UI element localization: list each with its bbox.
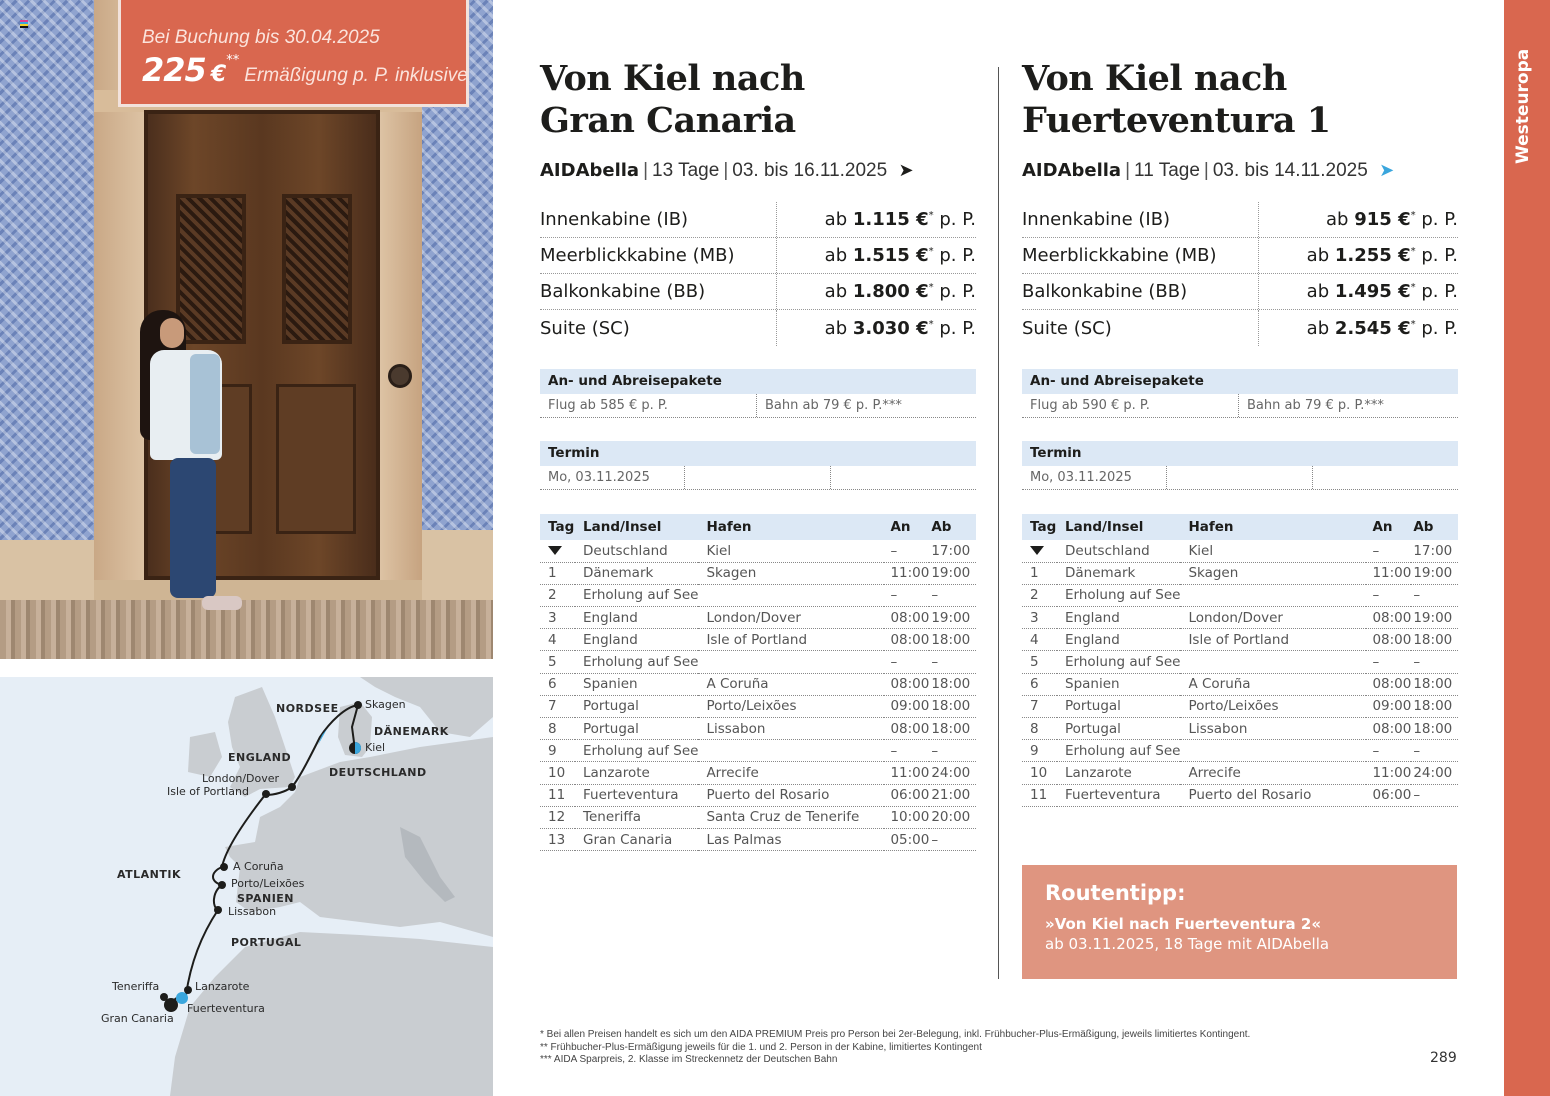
- arrival-cell: –: [1366, 651, 1411, 673]
- flight-package: Flug ab 590 € p. P.: [1022, 394, 1239, 417]
- cruise-dates: 03. bis 16.11.2025: [732, 160, 888, 181]
- termin-empty: [1313, 466, 1458, 489]
- section-tab: [1504, 0, 1550, 1096]
- termin-box: [540, 441, 976, 490]
- arrow-right-icon: ➤: [898, 160, 914, 180]
- itinerary-row: [1022, 584, 1458, 606]
- arrival-cell: 08:00: [884, 629, 929, 651]
- footnote-2: ** Frühbucher-Plus-Ermäßigung jeweils für die 1. und 2. Person in der Kabine, limitiertes Kontingent: [540, 1041, 982, 1053]
- itinerary-row: [540, 629, 976, 651]
- itinerary-row: [540, 740, 976, 762]
- departure-cell: 18:00: [929, 718, 976, 740]
- cabin-price: ab 1.115 €* p. P.: [824, 209, 976, 230]
- map-label-grancanaria: Gran Canaria: [101, 1012, 174, 1025]
- arrival-cell: 09:00: [884, 695, 929, 717]
- arrival-cell: 11:00: [884, 562, 929, 584]
- departure-cell: 24:00: [1411, 762, 1458, 784]
- map-label-teneriffa: Teneriffa: [112, 980, 160, 993]
- arrival-cell: 11:00: [884, 762, 929, 784]
- country-cell: Erholung auf See: [575, 584, 698, 606]
- jeans: [170, 458, 216, 598]
- map-label-daenemark: DÄNEMARK: [374, 725, 449, 738]
- map-label-portland: Isle of Portland: [167, 785, 249, 798]
- country-cell: Erholung auf See: [1057, 740, 1180, 762]
- termin-date: Mo, 03.11.2025: [540, 466, 685, 489]
- cabin-price: ab 1.515 €* p. P.: [824, 245, 976, 266]
- departure-cell: 19:00: [929, 607, 976, 629]
- arrival-cell: 08:00: [884, 718, 929, 740]
- col-an: An: [1366, 514, 1411, 540]
- port-cell: Las Palmas: [698, 828, 884, 850]
- departure-cell: 21:00: [929, 784, 976, 806]
- country-cell: Dänemark: [1057, 562, 1180, 584]
- cabin-price: ab 1.495 €* p. P.: [1306, 281, 1458, 302]
- col-ab: Ab: [929, 514, 976, 540]
- day-cell: [1022, 540, 1057, 562]
- cruise-days: 13 Tage: [652, 160, 720, 181]
- arrival-cell: –: [884, 651, 929, 673]
- departure-cell: 17:00: [929, 540, 976, 562]
- arrival-cell: 06:00: [884, 784, 929, 806]
- col-hafen: Hafen: [1180, 514, 1366, 540]
- ship-name: AIDAbella: [540, 160, 640, 181]
- termin-heading: Termin: [540, 441, 976, 466]
- country-cell: Fuerteventura: [1057, 784, 1180, 806]
- cabin-price: ab 915 €* p. P.: [1326, 209, 1458, 230]
- shoes: [202, 596, 242, 610]
- country-cell: Deutschland: [1057, 540, 1180, 562]
- price-row: [540, 238, 976, 274]
- price-row: [540, 202, 976, 238]
- col-land: Land/Insel: [575, 514, 698, 540]
- country-cell: Lanzarote: [575, 762, 698, 784]
- arrival-cell: 11:00: [1366, 762, 1411, 784]
- port-cell: Isle of Portland: [698, 629, 884, 651]
- day-cell: 11: [1022, 784, 1057, 806]
- country-cell: Spanien: [575, 673, 698, 695]
- itinerary-row: [1022, 784, 1458, 806]
- map-label-england: ENGLAND: [228, 751, 292, 764]
- departure-cell: –: [929, 828, 976, 850]
- cabin-type: Suite (SC): [1022, 310, 1259, 346]
- itinerary-row: [1022, 607, 1458, 629]
- port-cell: Puerto del Rosario: [698, 784, 884, 806]
- departure-cell: 18:00: [1411, 695, 1458, 717]
- port-cell: London/Dover: [1180, 607, 1366, 629]
- departure-cell: 18:00: [929, 629, 976, 651]
- country-cell: England: [575, 629, 698, 651]
- departure-cell: –: [929, 651, 976, 673]
- promo-footnote-mark: **: [226, 53, 240, 68]
- itinerary-row: [540, 762, 976, 784]
- title-line-1: Von Kiel nach: [540, 58, 805, 99]
- promo-badge: [118, 0, 469, 107]
- col-tag: Tag: [540, 514, 575, 540]
- departure-cell: 18:00: [929, 673, 976, 695]
- country-cell: England: [1057, 607, 1180, 629]
- departure-cell: 19:00: [1411, 562, 1458, 584]
- country-cell: Erholung auf See: [1057, 584, 1180, 606]
- arrival-cell: 08:00: [884, 673, 929, 695]
- arrival-cell: 09:00: [1366, 695, 1411, 717]
- itinerary-row: [540, 651, 976, 673]
- cabin-type: Innenkabine (IB): [1022, 202, 1259, 237]
- departure-cell: 18:00: [1411, 673, 1458, 695]
- termin-heading: Termin: [1022, 441, 1458, 466]
- arrival-cell: –: [1366, 540, 1411, 562]
- itinerary-table: [540, 514, 976, 851]
- map-label-porto: Porto/Leixões: [231, 877, 305, 890]
- port-cell: [1180, 740, 1366, 762]
- map-label-fuerteventura: Fuerteventura: [187, 1002, 265, 1015]
- arrival-cell: 08:00: [1366, 629, 1411, 651]
- day-cell: 12: [540, 806, 575, 828]
- route-tip-heading: Routentipp:: [1045, 881, 1186, 905]
- itinerary-row: [1022, 651, 1458, 673]
- day-cell: 8: [1022, 718, 1057, 740]
- day-cell: 6: [1022, 673, 1057, 695]
- map-label-atlantik: ATLANTIK: [117, 868, 182, 881]
- cabin-type: Balkonkabine (BB): [540, 274, 777, 309]
- day-cell: 10: [540, 762, 575, 784]
- woman-figure: [130, 310, 240, 620]
- departure-cell: –: [929, 740, 976, 762]
- col-an: An: [884, 514, 929, 540]
- cruise-days: 11 Tage: [1134, 160, 1200, 181]
- itinerary-row: [1022, 629, 1458, 651]
- departure-cell: 18:00: [1411, 629, 1458, 651]
- country-cell: Erholung auf See: [575, 651, 698, 673]
- cabin-type: Balkonkabine (BB): [1022, 274, 1259, 309]
- arrival-cell: –: [884, 584, 929, 606]
- day-cell: 7: [1022, 695, 1057, 717]
- cabin-type: Meerblickkabine (MB): [1022, 238, 1259, 273]
- day-cell: 8: [540, 718, 575, 740]
- price-row: [540, 274, 976, 310]
- cabin-type: Meerblickkabine (MB): [540, 238, 777, 273]
- start-triangle-icon: [1030, 546, 1044, 555]
- arrival-cell: 08:00: [884, 607, 929, 629]
- cabin-price: ab 3.030 €* p. P.: [824, 317, 976, 339]
- map-label-london: London/Dover: [202, 772, 280, 785]
- map-label-portugal: PORTUGAL: [231, 936, 302, 949]
- route-map: [0, 677, 493, 1096]
- country-cell: England: [1057, 629, 1180, 651]
- day-cell: 1: [1022, 562, 1057, 584]
- arrival-cell: 08:00: [1366, 718, 1411, 740]
- color-bar-icon: [20, 20, 28, 28]
- packages-heading: An- und Abreisepakete: [1022, 369, 1458, 394]
- travel-packages: [1022, 369, 1458, 418]
- cruise-title: [540, 58, 805, 142]
- departure-cell: 24:00: [929, 762, 976, 784]
- country-cell: Portugal: [1057, 718, 1180, 740]
- day-cell: 5: [1022, 651, 1057, 673]
- start-triangle-icon: [548, 546, 562, 555]
- train-package: Bahn ab 79 € p. P.***: [765, 398, 902, 413]
- column-divider: [998, 67, 999, 979]
- cabin-price: ab 1.800 €* p. P.: [824, 281, 976, 302]
- day-cell: 6: [540, 673, 575, 695]
- price-row: [1022, 310, 1458, 346]
- day-cell: 1: [540, 562, 575, 584]
- port-cell: A Coruña: [1180, 673, 1366, 695]
- cruise-dates: 03. bis 14.11.2025: [1212, 160, 1368, 181]
- promo-discount: [142, 51, 466, 89]
- itinerary-row: [1022, 673, 1458, 695]
- col-hafen: Hafen: [698, 514, 884, 540]
- country-cell: Spanien: [1057, 673, 1180, 695]
- arrival-cell: 11:00: [1366, 562, 1411, 584]
- port-cell: Puerto del Rosario: [1180, 784, 1366, 806]
- face: [160, 318, 184, 348]
- door-knocker: [388, 364, 412, 388]
- day-cell: 10: [1022, 762, 1057, 784]
- arrival-cell: 08:00: [1366, 673, 1411, 695]
- itinerary-row: [540, 584, 976, 606]
- port-cell: Kiel: [1180, 540, 1366, 562]
- country-cell: Fuerteventura: [575, 784, 698, 806]
- port-cell: [1180, 584, 1366, 606]
- port-cell: London/Dover: [698, 607, 884, 629]
- itinerary-row: [1022, 562, 1458, 584]
- port-cell: Kiel: [698, 540, 884, 562]
- arrival-cell: 06:00: [1366, 784, 1411, 806]
- title-line-1: Von Kiel nach: [1022, 58, 1287, 99]
- departure-cell: 18:00: [1411, 718, 1458, 740]
- port-cell: Arrecife: [698, 762, 884, 784]
- country-cell: Gran Canaria: [575, 828, 698, 850]
- port-cell: [698, 740, 884, 762]
- day-cell: 13: [540, 828, 575, 850]
- port-cell: Arrecife: [1180, 762, 1366, 784]
- departure-cell: 19:00: [929, 562, 976, 584]
- day-cell: 3: [1022, 607, 1057, 629]
- route-tip-subtitle: ab 03.11.2025, 18 Tage mit AIDAbella: [1045, 935, 1330, 953]
- col-ab: Ab: [1411, 514, 1458, 540]
- termin-empty: [1167, 466, 1313, 489]
- port-cell: [1180, 651, 1366, 673]
- departure-cell: 19:00: [1411, 607, 1458, 629]
- map-label-spanien: SPANIEN: [237, 892, 295, 905]
- itinerary-row: [540, 718, 976, 740]
- door-window: [282, 194, 352, 344]
- cruise-meta: AIDAbella | 11 Tage | 03. bis 14.11.2025 ➤: [1022, 160, 1395, 181]
- departure-cell: –: [1411, 584, 1458, 606]
- itinerary-row: [540, 562, 976, 584]
- page-number: 289: [1430, 1050, 1457, 1066]
- train-package: Bahn ab 79 € p. P.***: [1247, 398, 1384, 413]
- promo-amount: 225: [142, 51, 206, 89]
- day-cell: 4: [540, 629, 575, 651]
- port-cell: Lissabon: [1180, 718, 1366, 740]
- itinerary-row: [540, 695, 976, 717]
- itinerary-row: [540, 828, 976, 850]
- arrival-cell: –: [884, 540, 929, 562]
- country-cell: Lanzarote: [1057, 762, 1180, 784]
- itinerary-row: [1022, 718, 1458, 740]
- itinerary-row: [540, 607, 976, 629]
- promo-deadline: Bei Buchung bis 30.04.2025: [142, 27, 380, 48]
- termin-empty: [831, 466, 976, 489]
- itinerary-row: [540, 784, 976, 806]
- day-cell: 9: [540, 740, 575, 762]
- flight-package: Flug ab 585 € p. P.: [540, 394, 757, 417]
- port-cell: [698, 651, 884, 673]
- termin-box: [1022, 441, 1458, 490]
- cobblestone-ground: [0, 600, 493, 659]
- departure-cell: –: [929, 584, 976, 606]
- arrival-cell: 05:00: [884, 828, 929, 850]
- price-row: [1022, 202, 1458, 238]
- departure-cell: –: [1411, 784, 1458, 806]
- cabin-type: Innenkabine (IB): [540, 202, 777, 237]
- route-tip-box[interactable]: [1022, 865, 1457, 979]
- departure-cell: –: [1411, 651, 1458, 673]
- itinerary-table: [1022, 514, 1458, 807]
- day-cell: [540, 540, 575, 562]
- ship-name: AIDAbella: [1022, 160, 1122, 181]
- arrival-cell: –: [884, 740, 929, 762]
- travel-packages: [540, 369, 976, 418]
- arrival-cell: 10:00: [884, 806, 929, 828]
- port-cell: Lissabon: [698, 718, 884, 740]
- day-cell: 4: [1022, 629, 1057, 651]
- day-cell: 2: [1022, 584, 1057, 606]
- itinerary-row: [540, 673, 976, 695]
- country-cell: Portugal: [575, 718, 698, 740]
- departure-cell: 20:00: [929, 806, 976, 828]
- departure-cell: 18:00: [929, 695, 976, 717]
- cabin-price: ab 2.545 €* p. P.: [1306, 317, 1458, 339]
- departure-cell: 17:00: [1411, 540, 1458, 562]
- map-label-lissabon: Lissabon: [228, 905, 277, 918]
- day-cell: 2: [540, 584, 575, 606]
- itinerary-row: [1022, 740, 1458, 762]
- title-line-2: Fuerteventura 1: [1022, 100, 1331, 141]
- col-land: Land/Insel: [1057, 514, 1180, 540]
- map-label-deutschland: DEUTSCHLAND: [329, 766, 427, 779]
- country-cell: Portugal: [1057, 695, 1180, 717]
- itinerary-row: [1022, 540, 1458, 562]
- country-cell: Erholung auf See: [575, 740, 698, 762]
- port-cell: Isle of Portland: [1180, 629, 1366, 651]
- country-cell: Dänemark: [575, 562, 698, 584]
- map-label-coruna: A Coruña: [233, 860, 284, 873]
- port-cell: Skagen: [698, 562, 884, 584]
- arrival-cell: 08:00: [1366, 607, 1411, 629]
- price-row: [1022, 238, 1458, 274]
- map-label-skagen: Skagen: [365, 698, 406, 711]
- footnote-1: * Bei allen Preisen handelt es sich um den AIDA PREMIUM Preis pro Person bei 2er-Belegung, inkl. Frühbucher-Plus-Ermäßigung, jeweils limitiertes Kontingent.: [540, 1029, 1251, 1040]
- wall-base: [422, 530, 493, 610]
- country-cell: Teneriffa: [575, 806, 698, 828]
- footnote-3: *** AIDA Sparpreis, 2. Klasse im Streckennetz der Deutschen Bahn: [540, 1054, 838, 1065]
- port-cell: Porto/Leixões: [1180, 695, 1366, 717]
- departure-cell: –: [1411, 740, 1458, 762]
- price-row: [1022, 274, 1458, 310]
- itinerary-row: [1022, 762, 1458, 784]
- itinerary-row: [540, 806, 976, 828]
- price-table: [1022, 202, 1458, 346]
- cabin-price: ab 1.255 €* p. P.: [1306, 245, 1458, 266]
- country-cell: Portugal: [575, 695, 698, 717]
- map-label-lanzarote: Lanzarote: [195, 980, 250, 993]
- port-cell: Porto/Leixões: [698, 695, 884, 717]
- day-cell: 3: [540, 607, 575, 629]
- map-label-nordsee: NORDSEE: [276, 702, 339, 715]
- port-cell: Skagen: [1180, 562, 1366, 584]
- country-cell: England: [575, 607, 698, 629]
- port-cell: A Coruña: [698, 673, 884, 695]
- footnotes: [540, 1029, 1250, 1067]
- packages-heading: An- und Abreisepakete: [540, 369, 976, 394]
- cruise-title: [1022, 58, 1331, 142]
- section-tab-label: Westeuropa: [1513, 48, 1533, 164]
- route-tip-title: »Von Kiel nach Fuerteventura 2«: [1045, 915, 1322, 933]
- country-cell: Erholung auf See: [1057, 651, 1180, 673]
- price-table: [540, 202, 976, 346]
- promo-text: Ermäßigung p. P. inklusive: [244, 65, 468, 86]
- door-panel: [276, 384, 356, 534]
- price-row: [540, 310, 976, 346]
- country-cell: Deutschland: [575, 540, 698, 562]
- arrival-cell: –: [1366, 740, 1411, 762]
- title-line-2: Gran Canaria: [540, 100, 796, 141]
- day-cell: 11: [540, 784, 575, 806]
- termin-date: Mo, 03.11.2025: [1022, 466, 1167, 489]
- promo-currency: €: [210, 62, 227, 87]
- arrival-cell: –: [1366, 584, 1411, 606]
- cruise-meta: AIDAbella | 13 Tage | 03. bis 16.11.2025 ➤: [540, 160, 914, 181]
- termin-empty: [685, 466, 831, 489]
- cabin-type: Suite (SC): [540, 310, 777, 346]
- itinerary-row: [1022, 695, 1458, 717]
- arrow-right-icon: ➤: [1379, 160, 1395, 180]
- port-cell: [698, 584, 884, 606]
- port-cell: Santa Cruz de Tenerife: [698, 806, 884, 828]
- day-cell: 9: [1022, 740, 1057, 762]
- jacket: [190, 354, 220, 454]
- itinerary-row: [540, 540, 976, 562]
- day-cell: 5: [540, 651, 575, 673]
- map-label-kiel: Kiel: [365, 741, 386, 754]
- day-cell: 7: [540, 695, 575, 717]
- col-tag: Tag: [1022, 514, 1057, 540]
